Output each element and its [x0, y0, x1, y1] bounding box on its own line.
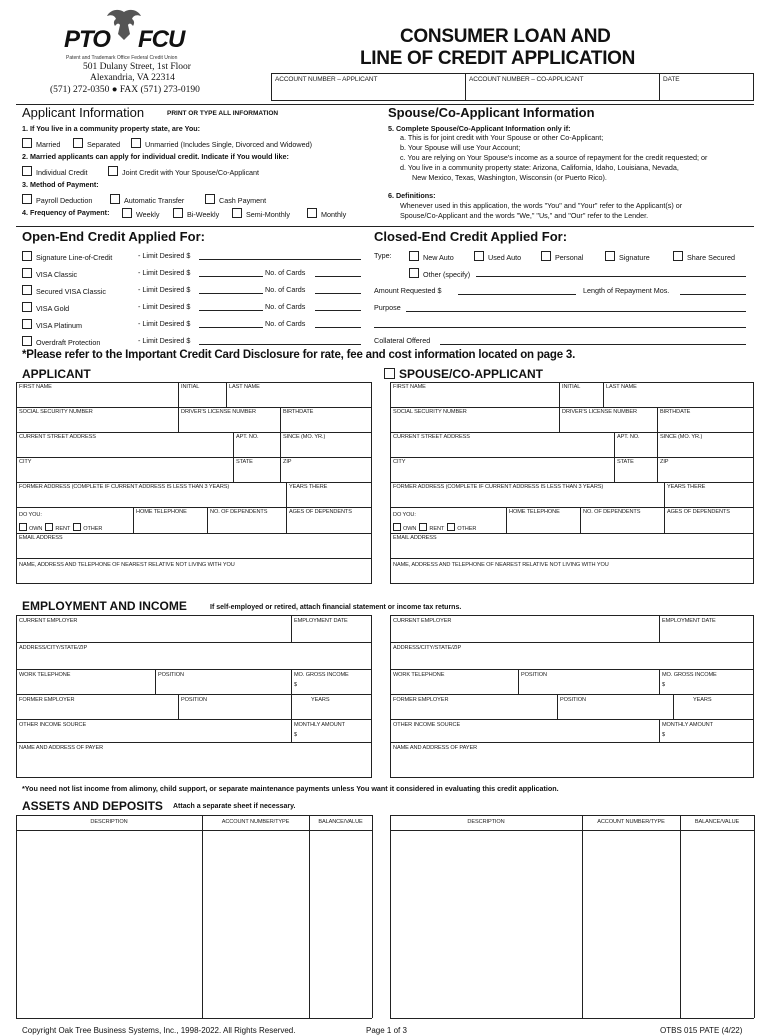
- applicant-former-employer-input[interactable]: [17, 703, 177, 718]
- spouse-email-input[interactable]: [391, 541, 753, 557]
- collateral-line[interactable]: [440, 344, 746, 345]
- open-end-item: [22, 336, 100, 347]
- applicant-years-there-input[interactable]: [287, 490, 371, 506]
- married-label: Married: [36, 140, 61, 149]
- spouse-gross-income-input[interactable]: [669, 678, 752, 693]
- employment-note: If self-employed or retired, attach financial statement or income tax returns.: [210, 604, 462, 611]
- applicant-title: APPLICANT: [22, 367, 91, 381]
- applicant-state-label: STATE: [236, 459, 253, 465]
- applicant-monthly-dollar: $: [294, 732, 298, 738]
- applicant-rent-label: RENT: [55, 526, 71, 532]
- spouse-position-label: POSITION: [521, 672, 547, 678]
- limit-desired-label: - Limit Desired $: [138, 302, 191, 311]
- new-auto-label: New Auto: [423, 253, 454, 262]
- no-of-cards-label: No. of Cards: [265, 319, 306, 328]
- q5-d2: New Mexico, Texas, Washington, Wisconsin (or Puerto Rico).: [412, 173, 607, 182]
- limit-desired-line[interactable]: [199, 310, 263, 311]
- open-end-checkbox[interactable]: [22, 268, 32, 278]
- applicant-assets-acct-type-column[interactable]: [203, 831, 308, 1017]
- spouse-monthly-amount-label: MONTHLY AMOUNT: [662, 722, 713, 728]
- disclosure-note: *Please refer to the Important Credit Card Disclosure for rate, fee and cost information located on page 3.: [22, 349, 576, 361]
- share-secured-label: Share Secured: [687, 253, 735, 262]
- spouse-emp-address-input[interactable]: [391, 651, 753, 668]
- applicant-emp-address-input[interactable]: [17, 651, 371, 668]
- open-end-checkbox[interactable]: [22, 319, 32, 329]
- applicant-monthly-amount-input[interactable]: [301, 728, 370, 741]
- assets-note: Attach a separate sheet if necessary.: [173, 803, 296, 810]
- applicant-position-input[interactable]: [156, 678, 290, 693]
- applicant-assets-description-column[interactable]: [17, 831, 201, 1017]
- purpose-label: Purpose: [374, 303, 401, 312]
- purpose-line[interactable]: [406, 311, 746, 312]
- spouse-years-label: YEARS: [693, 697, 712, 703]
- spouse-emp-date-label: EMPLOYMENT DATE: [662, 618, 716, 624]
- applicant-assets-balance-header: BALANCE/VALUE: [318, 819, 363, 825]
- spouse-email-label: EMAIL ADDRESS: [393, 535, 437, 541]
- definition-line-1: Whenever used in this application, the words "You" and "Your" refer to the Applicant(s) or: [400, 201, 683, 210]
- payroll-checkbox[interactable]: [22, 194, 32, 204]
- spouse-ssn-label: SOCIAL SECURITY NUMBER: [393, 409, 467, 415]
- applicant-info-title: Applicant Information: [22, 105, 145, 120]
- spouse-ssn-input[interactable]: [391, 415, 558, 431]
- spouse-employer-input[interactable]: [391, 624, 658, 641]
- open-end-label: Overdraft Protection: [36, 338, 101, 347]
- spouse-birthdate-label: BIRTHDATE: [660, 409, 691, 415]
- applicant-employer-input[interactable]: [17, 624, 290, 641]
- open-end-checkbox[interactable]: [22, 251, 32, 261]
- applicant-dl-input[interactable]: [179, 415, 279, 431]
- share-secured-checkbox[interactable]: [673, 251, 683, 261]
- applicant-city-label: CITY: [19, 459, 32, 465]
- phone-fax: (571) 272-0350 ● FAX (571) 273-0190: [50, 85, 200, 95]
- applicant-city-input[interactable]: [17, 465, 232, 481]
- open-end-item: [22, 302, 69, 313]
- spouse-coapplicant-checkbox[interactable]: [384, 368, 395, 379]
- applicant-since-input[interactable]: [281, 440, 371, 456]
- spouse-last-name-input[interactable]: [604, 390, 753, 406]
- spouse-city-input[interactable]: [391, 465, 613, 481]
- spouse-dependents-label: NO. OF DEPENDENTS: [583, 509, 641, 515]
- no-of-cards-label: No. of Cards: [265, 302, 306, 311]
- open-end-label: Secured VISA Classic: [36, 287, 106, 296]
- applicant-first-name-label: FIRST NAME: [19, 384, 52, 390]
- applicant-position-label: POSITION: [158, 672, 184, 678]
- open-end-item: [22, 268, 77, 279]
- applicant-work-tel-input[interactable]: [17, 678, 154, 693]
- spouse-home-tel-label: HOME TELEPHONE: [509, 509, 560, 515]
- spouse-own-label: OWN: [403, 526, 417, 532]
- signature-checkbox[interactable]: [605, 251, 615, 261]
- applicant-dl-label: DRIVER'S LICENSE NUMBER: [181, 409, 256, 415]
- spouse-assets-description-header: DESCRIPTION: [467, 819, 505, 825]
- applicant-assets-acct-type-header: ACCOUNT NUMBER/TYPE: [221, 819, 290, 825]
- applicant-birthdate-input[interactable]: [281, 415, 371, 431]
- applicant-residence-options: [19, 523, 105, 532]
- applicant-last-name-label: LAST NAME: [229, 384, 260, 390]
- logo: [62, 8, 190, 66]
- no-of-cards-label: No. of Cards: [265, 268, 306, 277]
- spouse-initial-input[interactable]: [560, 390, 602, 406]
- applicant-street-input[interactable]: [17, 440, 232, 456]
- applicant-years-there-label: YEARS THERE: [289, 484, 328, 490]
- spouse-former-employer-label: FORMER EMPLOYER: [393, 697, 449, 703]
- no-of-cards-line[interactable]: [315, 276, 361, 277]
- new-auto-checkbox[interactable]: [409, 251, 419, 261]
- cash-payment-label: Cash Payment: [219, 196, 267, 205]
- limit-desired-line[interactable]: [199, 259, 361, 260]
- separated-checkbox[interactable]: [73, 138, 83, 148]
- spouse-position-input[interactable]: [519, 678, 658, 693]
- no-of-cards-line[interactable]: [315, 310, 361, 311]
- spouse-gross-dollar: $: [662, 682, 666, 688]
- applicant-former-employer-label: FORMER EMPLOYER: [19, 697, 75, 703]
- spouse-assets-description-column[interactable]: [391, 831, 581, 1017]
- spouse-since-label: SINCE (MO. YR.): [660, 434, 703, 440]
- applicant-birthdate-label: BIRTHDATE: [283, 409, 314, 415]
- spouse-former-position-label: POSITION: [560, 697, 586, 703]
- limit-desired-line[interactable]: [199, 327, 263, 328]
- applicant-own-checkbox[interactable]: [19, 523, 27, 531]
- spouse-emp-date-input[interactable]: [660, 624, 753, 641]
- auto-transfer-label: Automatic Transfer: [124, 196, 185, 205]
- repayment-length-label: Length of Repayment Mos.: [583, 286, 670, 295]
- assets-title: ASSETS AND DEPOSITS: [22, 799, 163, 813]
- applicant-info-subtitle: PRINT OR TYPE ALL INFORMATION: [167, 110, 279, 117]
- applicant-gross-income-label: MO. GROSS INCOME: [294, 672, 349, 678]
- limit-desired-label: - Limit Desired $: [138, 251, 191, 260]
- q6-text: 6. Definitions:: [388, 191, 436, 200]
- spouse-initial-label: INITIAL: [562, 384, 581, 390]
- spouse-dl-input[interactable]: [560, 415, 656, 431]
- open-end-item: [22, 251, 112, 262]
- applicant-gross-dollar: $: [294, 682, 298, 688]
- joint-credit-label: Joint Credit with Your Spouse/Co-Applicant: [122, 168, 260, 177]
- spouse-do-you-label: DO YOU:: [393, 512, 416, 518]
- spouse-assets-acct-type-header: ACCOUNT NUMBER/TYPE: [597, 819, 665, 825]
- spouse-assets-balance-header: BALANCE/VALUE: [694, 819, 740, 825]
- spouse-employer-label: CURRENT EMPLOYER: [393, 618, 452, 624]
- repayment-length-line[interactable]: [680, 294, 746, 295]
- limit-desired-label: - Limit Desired $: [138, 336, 191, 345]
- q5-d1: d. You live in a community property state: Arizona, California, Idaho, Louisiana, Nevada,: [400, 163, 679, 172]
- applicant-own-label: OWN: [29, 526, 43, 532]
- applicant-ssn-label: SOCIAL SECURITY NUMBER: [19, 409, 93, 415]
- applicant-monthly-amount-label: MONTHLY AMOUNT: [294, 722, 345, 728]
- applicant-payer-input[interactable]: [17, 751, 371, 777]
- spouse-home-tel-input[interactable]: [507, 515, 579, 532]
- married-checkbox[interactable]: [22, 138, 32, 148]
- applicant-ssn-input[interactable]: [17, 415, 177, 431]
- applicant-home-tel-input[interactable]: [134, 515, 206, 532]
- employment-title: EMPLOYMENT AND INCOME: [22, 599, 187, 613]
- q4-text: 4. Frequency of Payment:: [22, 208, 110, 217]
- spouse-rent-checkbox[interactable]: [419, 523, 427, 531]
- spouse-former-address-input[interactable]: [391, 490, 663, 506]
- q3-text: 3. Method of Payment:: [22, 180, 99, 189]
- used-auto-label: Used Auto: [488, 253, 522, 262]
- limit-desired-line[interactable]: [199, 293, 263, 294]
- limit-desired-line[interactable]: [199, 276, 263, 277]
- logo-fcu: FCU: [138, 26, 185, 53]
- spouse-last-name-label: LAST NAME: [606, 384, 637, 390]
- applicant-since-label: SINCE (MO. YR.): [283, 434, 326, 440]
- individual-credit-label: Individual Credit: [36, 168, 88, 177]
- type-label: Type:: [374, 251, 392, 260]
- spouse-relative-input[interactable]: [391, 568, 753, 583]
- spouse-title: SPOUSE/CO-APPLICANT: [399, 367, 544, 381]
- copyright: Copyright Oak Tree Business Systems, Inc., 1998-2022. All Rights Reserved.: [22, 1026, 296, 1035]
- used-auto-checkbox[interactable]: [474, 251, 484, 261]
- weekly-label: Weekly: [136, 210, 160, 219]
- applicant-other-checkbox[interactable]: [73, 523, 81, 531]
- applicant-other-label: OTHER: [83, 526, 103, 532]
- applicant-email-label: EMAIL ADDRESS: [19, 535, 63, 541]
- spouse-city-label: CITY: [393, 459, 406, 465]
- semimonthly-checkbox[interactable]: [232, 208, 242, 218]
- spouse-work-tel-input[interactable]: [391, 678, 517, 693]
- applicant-emp-address-label: ADDRESS/CITY/STATE/ZIP: [19, 645, 88, 651]
- applicant-dependents-label: NO. OF DEPENDENTS: [210, 509, 268, 515]
- applicant-initial-input[interactable]: [179, 390, 225, 406]
- collateral-label: Collateral Offered: [374, 336, 431, 345]
- payroll-label: Payroll Deduction: [36, 196, 93, 205]
- q5-b: b. Your Spouse will use Your Account;: [400, 143, 521, 152]
- limit-desired-label: - Limit Desired $: [138, 319, 191, 328]
- spouse-other-label: OTHER: [457, 526, 477, 532]
- page-number: Page 1 of 3: [366, 1026, 407, 1035]
- acct-applicant-field[interactable]: ACCOUNT NUMBER – APPLICANT: [275, 76, 378, 83]
- form-number: OTBS 015 PATE (4/22): [660, 1026, 743, 1035]
- individual-credit-checkbox[interactable]: [22, 166, 32, 176]
- spouse-dl-label: DRIVER'S LICENSE NUMBER: [562, 409, 637, 415]
- applicant-work-tel-label: WORK TELEPHONE: [19, 672, 71, 678]
- spouse-dependents-input[interactable]: [581, 515, 663, 532]
- open-end-checkbox[interactable]: [22, 285, 32, 295]
- spouse-payer-label: NAME AND ADDRESS OF PAYER: [393, 745, 478, 751]
- spouse-other-checkbox[interactable]: [447, 523, 455, 531]
- spouse-residence-options: [393, 523, 479, 532]
- logo-pto: PTO: [64, 26, 110, 53]
- spouse-relative-label: NAME, ADDRESS AND TELEPHONE OF NEAREST RELATIVE NOT LIVING WITH YOU: [393, 562, 609, 568]
- monthly-label: Monthly: [321, 210, 347, 219]
- joint-credit-checkbox[interactable]: [108, 166, 118, 176]
- applicant-rent-checkbox[interactable]: [45, 523, 53, 531]
- open-end-checkbox[interactable]: [22, 336, 32, 346]
- date-field[interactable]: DATE: [663, 76, 680, 83]
- applicant-home-tel-label: HOME TELEPHONE: [136, 509, 187, 515]
- auto-transfer-checkbox[interactable]: [110, 194, 120, 204]
- spouse-rent-label: RENT: [429, 526, 445, 532]
- unmarried-label: Unmarried (Includes Single, Divorced and Widowed): [145, 140, 312, 149]
- applicant-other-income-label: OTHER INCOME SOURCE: [19, 722, 87, 728]
- spouse-apt-input[interactable]: [615, 440, 656, 456]
- no-of-cards-label: No. of Cards: [265, 285, 306, 294]
- limit-desired-label: - Limit Desired $: [138, 285, 191, 294]
- spouse-birthdate-input[interactable]: [658, 415, 753, 431]
- applicant-zip-input[interactable]: [281, 465, 371, 481]
- applicant-zip-label: ZIP: [283, 459, 292, 465]
- spouse-other-income-input[interactable]: [391, 728, 658, 741]
- other-specify-line[interactable]: [476, 276, 746, 277]
- spouse-street-label: CURRENT STREET ADDRESS: [393, 434, 470, 440]
- form-title-2: LINE OF CREDIT APPLICATION: [360, 48, 636, 69]
- spouse-work-tel-label: WORK TELEPHONE: [393, 672, 445, 678]
- spouse-former-employer-input[interactable]: [391, 703, 556, 718]
- signature-label: Signature: [619, 253, 650, 262]
- applicant-first-name-input[interactable]: [17, 390, 177, 406]
- applicant-years-input[interactable]: [292, 703, 371, 718]
- open-end-label: VISA Platinum: [36, 321, 82, 330]
- limit-desired-label: - Limit Desired $: [138, 268, 191, 277]
- spouse-gross-income-label: MO. GROSS INCOME: [662, 672, 717, 678]
- spouse-other-income-label: OTHER INCOME SOURCE: [393, 722, 461, 728]
- logo-subtitle: Patent and Trademark Office Federal Credit Union: [66, 55, 178, 61]
- eagle-icon: [106, 8, 142, 42]
- personal-label: Personal: [555, 253, 584, 262]
- applicant-dependents-input[interactable]: [208, 515, 285, 532]
- open-end-checkbox[interactable]: [22, 302, 32, 312]
- semimonthly-label: Semi-Monthly: [246, 210, 290, 219]
- spouse-assets-balance-column[interactable]: [681, 831, 753, 1017]
- open-end-label: Signature Line-of-Credit: [36, 253, 113, 262]
- applicant-apt-label: APT. NO.: [236, 434, 259, 440]
- address-line-1: 501 Dulany Street, 1st Floor: [83, 62, 191, 72]
- limit-desired-line[interactable]: [199, 344, 361, 345]
- applicant-assets-balance-column[interactable]: [310, 831, 371, 1017]
- q1-text: 1. If You live in a community property state, are You:: [22, 124, 201, 133]
- other-type-checkbox[interactable]: [409, 268, 419, 278]
- spouse-info-title: Spouse/Co-Applicant Information: [388, 105, 595, 120]
- q5-text: 5. Complete Spouse/Co-Applicant Information only if:: [388, 124, 571, 133]
- biweekly-label: Bi-Weekly: [187, 210, 220, 219]
- applicant-email-input[interactable]: [17, 541, 371, 557]
- spouse-state-label: STATE: [617, 459, 634, 465]
- separated-label: Separated: [87, 140, 121, 149]
- spouse-since-input[interactable]: [658, 440, 753, 456]
- spouse-emp-address-label: ADDRESS/CITY/STATE/ZIP: [393, 645, 462, 651]
- applicant-ages-input[interactable]: [287, 515, 371, 532]
- applicant-assets-description-header: DESCRIPTION: [90, 819, 128, 825]
- spouse-first-name-label: FIRST NAME: [393, 384, 426, 390]
- applicant-initial-label: INITIAL: [181, 384, 200, 390]
- spouse-assets-acct-type-column[interactable]: [583, 831, 679, 1017]
- applicant-gross-income-input[interactable]: [301, 678, 370, 693]
- open-end-label: VISA Classic: [36, 270, 78, 279]
- acct-coapplicant-field[interactable]: ACCOUNT NUMBER – CO-APPLICANT: [469, 76, 584, 83]
- form-title-1: CONSUMER LOAN AND: [400, 26, 611, 47]
- no-of-cards-line[interactable]: [315, 293, 361, 294]
- applicant-former-position-label: POSITION: [181, 697, 207, 703]
- spouse-years-input[interactable]: [674, 703, 753, 718]
- q2-text: 2. Married applicants can apply for individual credit. Indicate if You would like:: [22, 152, 289, 161]
- spouse-zip-input[interactable]: [658, 465, 753, 481]
- applicant-payer-label: NAME AND ADDRESS OF PAYER: [19, 745, 104, 751]
- applicant-emp-date-input[interactable]: [292, 624, 371, 641]
- closed-end-title: Closed-End Credit Applied For:: [374, 229, 568, 244]
- spouse-payer-input[interactable]: [391, 751, 753, 777]
- biweekly-checkbox[interactable]: [173, 208, 183, 218]
- applicant-last-name-input[interactable]: [227, 390, 371, 406]
- spouse-zip-label: ZIP: [660, 459, 669, 465]
- cash-payment-checkbox[interactable]: [205, 194, 215, 204]
- spouse-street-input[interactable]: [391, 440, 613, 456]
- monthly-checkbox[interactable]: [307, 208, 317, 218]
- spouse-years-there-input[interactable]: [665, 490, 753, 506]
- definition-line-2: Spouse/Co-Applicant and the words "We," "Us," and "Our" refer to the Lender.: [400, 211, 649, 220]
- no-of-cards-line[interactable]: [315, 327, 361, 328]
- alimony-note: *You need not list income from alimony, child support, or separate maintenance payments unless You want it considered in evaluating this credit application.: [22, 784, 559, 793]
- spouse-apt-label: APT. NO.: [617, 434, 640, 440]
- applicant-state-input[interactable]: [234, 465, 279, 481]
- applicant-do-you-label: DO YOU:: [19, 512, 42, 518]
- q5-c: c. You are relying on Your Spouse's income as a source of repayment for the credit requested; or: [400, 153, 708, 162]
- address-line-2: Alexandria, VA 22314: [90, 73, 175, 83]
- spouse-own-checkbox[interactable]: [393, 523, 401, 531]
- spouse-former-address-label: FORMER ADDRESS (COMPLETE IF CURRENT ADDRESS IS LESS THAN 3 YEARS): [393, 484, 604, 490]
- open-end-label: VISA Gold: [36, 304, 70, 313]
- applicant-ages-label: AGES OF DEPENDENTS: [289, 509, 352, 515]
- applicant-apt-input[interactable]: [234, 440, 279, 456]
- q5-a: a. This is for joint credit with Your Spouse or other Co-Applicant;: [400, 133, 604, 142]
- applicant-other-income-input[interactable]: [17, 728, 290, 741]
- weekly-checkbox[interactable]: [122, 208, 132, 218]
- applicant-former-address-input[interactable]: [17, 490, 285, 506]
- amount-requested-label: Amount Requested $: [374, 286, 442, 295]
- spouse-former-position-input[interactable]: [558, 703, 672, 718]
- applicant-former-position-input[interactable]: [179, 703, 290, 718]
- amount-requested-line[interactable]: [458, 294, 576, 295]
- open-end-item: [22, 319, 82, 330]
- applicant-relative-input[interactable]: [17, 568, 371, 583]
- spouse-state-input[interactable]: [615, 465, 656, 481]
- applicant-employer-label: CURRENT EMPLOYER: [19, 618, 78, 624]
- spouse-first-name-input[interactable]: [391, 390, 558, 406]
- open-end-title: Open-End Credit Applied For:: [22, 229, 205, 244]
- spouse-monthly-dollar: $: [662, 732, 666, 738]
- spouse-monthly-amount-input[interactable]: [669, 728, 752, 741]
- applicant-emp-date-label: EMPLOYMENT DATE: [294, 618, 348, 624]
- personal-checkbox[interactable]: [541, 251, 551, 261]
- spouse-ages-input[interactable]: [665, 515, 753, 532]
- spouse-ages-label: AGES OF DEPENDENTS: [667, 509, 730, 515]
- applicant-street-label: CURRENT STREET ADDRESS: [19, 434, 96, 440]
- applicant-former-address-label: FORMER ADDRESS (COMPLETE IF CURRENT ADDRESS IS LESS THAN 3 YEARS): [19, 484, 230, 490]
- spouse-years-there-label: YEARS THERE: [667, 484, 706, 490]
- open-end-item: [22, 285, 106, 296]
- unmarried-checkbox[interactable]: [131, 138, 141, 148]
- other-type-label: Other (specify): [423, 270, 471, 279]
- applicant-relative-label: NAME, ADDRESS AND TELEPHONE OF NEAREST RELATIVE NOT LIVING WITH YOU: [19, 562, 235, 568]
- applicant-years-label: YEARS: [311, 697, 330, 703]
